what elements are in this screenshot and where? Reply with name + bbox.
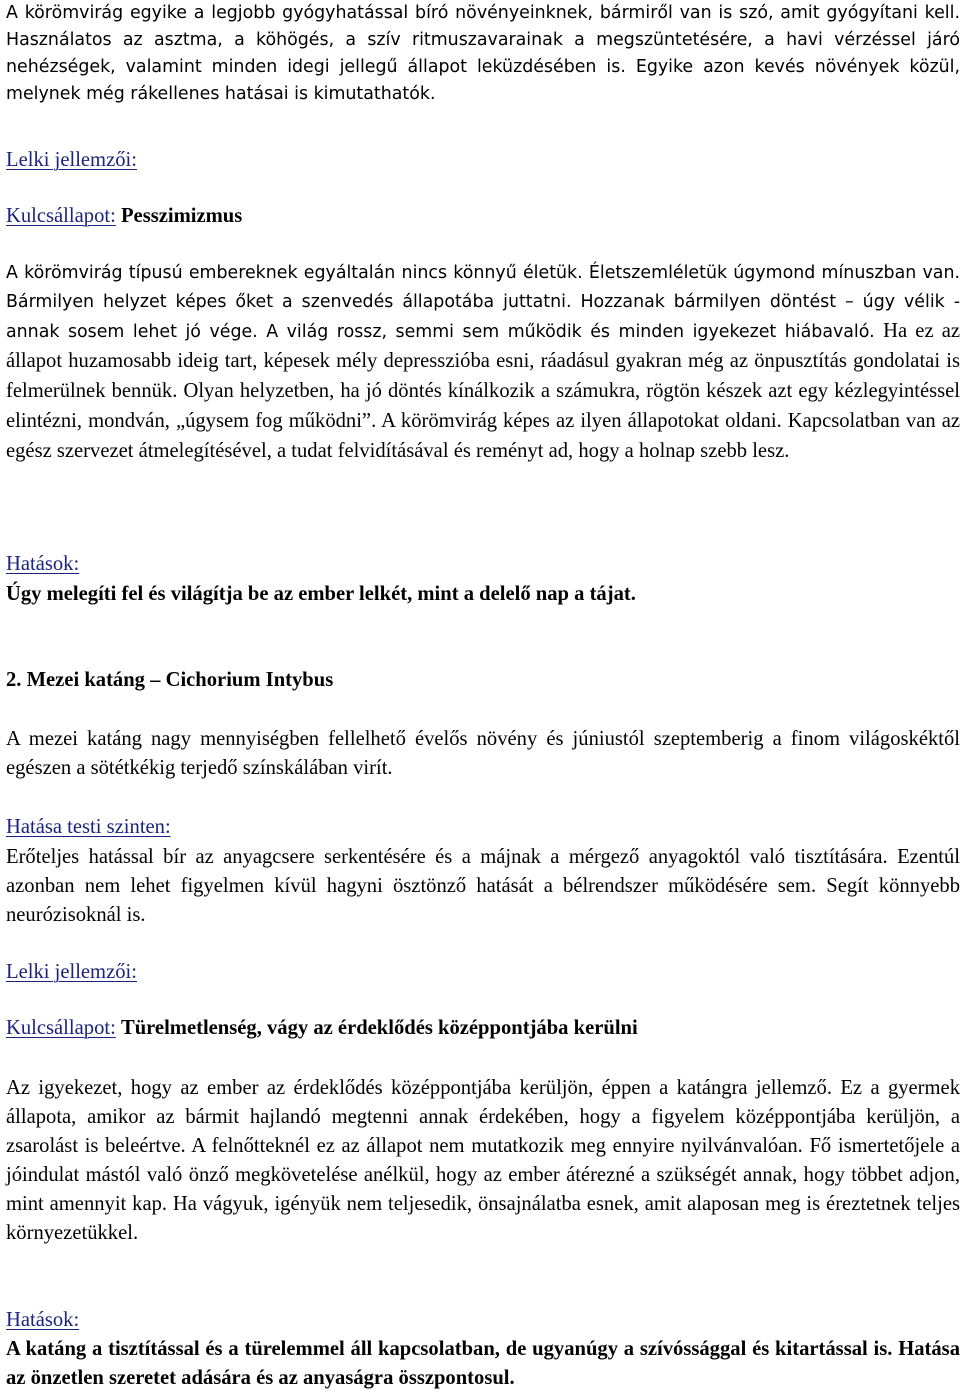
section1-paragraph-a: A körömvirág típusú embereknek egyáltalán nincs könnyű életük. Életszemléletük úgymond mínuszban van. Bármilyen helyzet képes őket a szenvedés állapotába juttatni. Hozzanak bármilyen döntést – úgy vélik - annak sosem lehet jó vége. A világ rossz, semmi sem működik és minden igyekezet hiábavaló. [6,263,960,342]
section2-hatasok-heading [6,1306,79,1335]
section2-testi-text: Erőteljes hatással bír az anyagcsere serkentésére és a májnak a mérgező anyagoktól való tisztítására. Ezentúl azonban nem lehet figyelmen kívül hagyni ösztönző hatását a bélrendszer működésére sem. Segít könnyebb neurózisoknál is. [6,846,960,926]
intro-line-3: Egyike azon kevés növények közül, melynek még rákellenes hatásai is kimutathatók. [6,57,960,104]
lelki-label-2: Lelki jellemzői: [6,961,137,983]
section1-hatasok-text: Úgy melegíti fel és világítja be az ember lelkét, mint a delelő nap a tájat. [6,583,636,605]
testi-label: Hatása testi szinten: [6,816,171,838]
kulcs-value: Pesszimizmus [120,205,243,227]
kulcs-label: Kulcsállapot: [6,205,116,227]
section1-hatasok-heading [6,550,79,579]
kulcs-value-2: Türelmetlenség, vágy az érdeklődés középpontjába kerülni [120,1017,638,1039]
intro-line-1: A körömvirág egyike a legjobb gyógyhatással bíró növényeinknek, bármiről van is szó, amit gyógyítani kell. [6,3,960,23]
lelki-label: Lelki jellemzői: [6,149,137,171]
section2-paragraph: Az igyekezet, hogy az ember az érdeklődés középpontjába kerüljön, éppen a katángra jellemző. Ez a gyermek állapota, amikor az bármit hajlandó megtenni annak érdekében, hogy a figyelem középpontjába kerüljön, a zsarolást is beleértve. A felnőtteknél ez az állapot nem mutatkozik meg ennyire nyilvánvalóan. Fő ismertetőjele a jóindulat mástól való önző megkövetelése anélkül, hogy az ember átérezné a szükségét annak, hogy többet adjon, mint amennyit kap. Ha vágyuk, igényük nem teljesedik, önsajnálatba esnek, amit alaposan meg is éreztetnek teljes környezetükkel. [6,1077,960,1244]
hatasok-label: Hatások: [6,553,80,575]
section1-paragraph [6,259,960,467]
section2-heading: 2. Mezei katáng – Cichorium Intybus [6,669,334,691]
section2-testi-heading [6,813,171,842]
section1-lelki-heading [6,146,137,175]
intro-paragraph [6,0,960,108]
section2-lelki-heading [6,958,137,987]
section1-kulcs-line [6,202,960,231]
section1-paragraph-b: Ha ez az állapot huzamosabb ideig tart, képesek mély depresszióba esni, ráadásul gyakran még az önpusztítás gondolatai is felmerülnek bennük. Olyan helyzetben, ha jó döntés kínálkozik a számukra, rögtön készek azt egy kézlegyintéssel elintézni, mondván, „úgysem fog működni”. A körömvirág képes az ilyen állapotokat oldani. Kapcsolatban van az egész szervezet átmelegítésével, a tudat felvidításával és reményt ad, hogy a holnap szebb lesz. [6,320,960,462]
kulcs-label-2: Kulcsállapot: [6,1017,116,1039]
section2-intro: A mezei katáng nagy mennyiségben fellelhető évelős növény és júniustól szeptemberig a finom világoskéktől egészen a sötétkékig terjedő színskálában virít. [6,728,960,779]
hatasok-label-2: Hatások: [6,1309,80,1331]
intro-line-2: Használatos az asztma, a köhögés, a szív ritmuszavarainak a megszüntetésére, a havi vérzéssel járó nehézségek, valamint minden idegi jellegű állapot leküzdésében is. [6,30,960,77]
section2-kulcs-line [6,1014,960,1043]
section2-hatasok-text: A katáng a tisztítással és a türelemmel áll kapcsolatban, de ugyanúgy a szívóssággal és kitartással is. Hatása az önzetlen szeretet adására és az anyaságra összpontosul. [6,1338,960,1389]
